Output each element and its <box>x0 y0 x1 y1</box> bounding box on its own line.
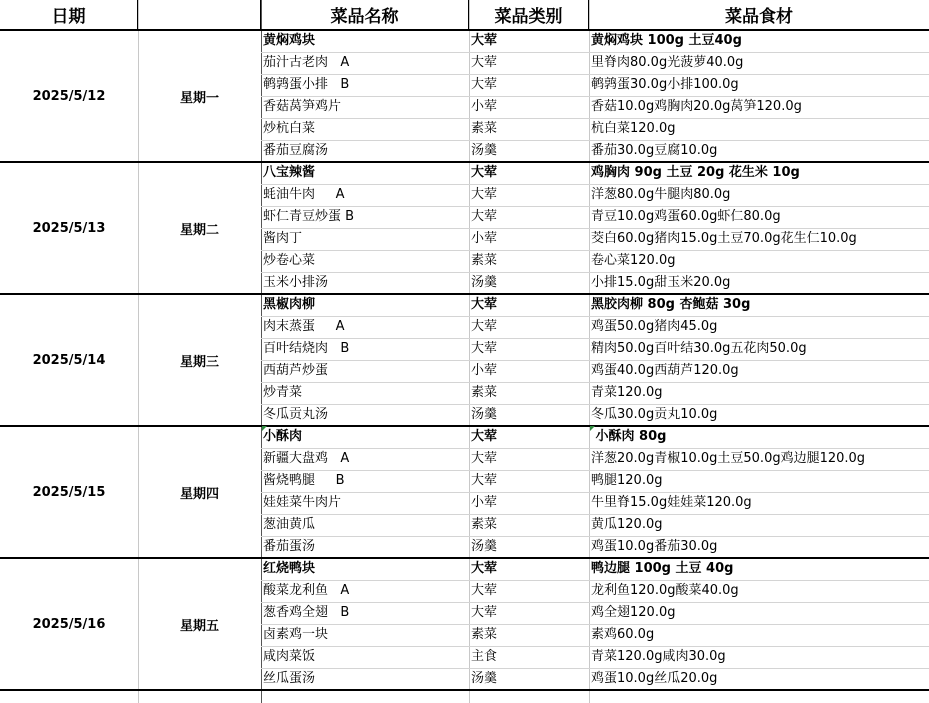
dish-category-cell: 大荤 <box>471 165 498 180</box>
dish-ingredients-cell: 精肉50.0g百叶结30.0g五花肉50.0g <box>591 341 807 356</box>
row-divider <box>261 470 929 471</box>
dish-name-cell: 娃娃菜牛肉片 <box>263 495 342 510</box>
row-divider <box>261 580 929 581</box>
row-divider <box>261 382 929 383</box>
row-divider <box>261 448 929 449</box>
row-divider <box>261 316 929 317</box>
dish-ingredients-cell: 鸡蛋40.0g西葫芦120.0g <box>591 363 739 378</box>
dish-name-cell: 红烧鸭块 <box>263 561 316 576</box>
dish-name-cell: 番茄蛋汤 <box>263 539 316 554</box>
dish-category-cell: 大荤 <box>471 55 498 70</box>
row-divider <box>261 646 929 647</box>
dish-name-cell: 炒卷心菜 <box>263 253 316 268</box>
row-divider <box>261 250 929 251</box>
dish-category-cell: 大荤 <box>471 583 498 598</box>
row-divider <box>261 74 929 75</box>
dish-ingredients-cell: 洋葱80.0g牛腿肉80.0g <box>591 187 731 202</box>
dish-name-cell: 玉米小排汤 <box>263 275 329 290</box>
dish-name-cell: 酸菜龙利鱼 A <box>263 583 350 598</box>
dish-ingredients-cell: 鸭边腿 100g 土豆 40g <box>591 561 734 576</box>
row-divider <box>261 338 929 339</box>
dish-ingredients-cell: 青豆10.0g鸡蛋60.0g虾仁80.0g <box>591 209 781 224</box>
date-cell: 2025/5/14 <box>32 352 106 368</box>
dish-ingredients-cell: 黄瓜120.0g <box>591 517 663 532</box>
row-divider <box>261 272 929 273</box>
dish-ingredients-cell: 冬瓜30.0g贡丸10.0g <box>591 407 718 422</box>
header-dish-name: 菜品名称 <box>261 0 469 29</box>
dish-ingredients-cell: 鸡全翅120.0g <box>591 605 676 620</box>
dish-ingredients-cell: 杭白菜120.0g <box>591 121 676 136</box>
dish-category-cell: 大荤 <box>471 187 498 202</box>
dish-category-cell: 素菜 <box>471 253 498 268</box>
date-cell: 2025/5/15 <box>32 484 106 500</box>
dish-ingredients-cell: 小酥肉 80g <box>591 429 667 444</box>
header-ingredients: 菜品食材 <box>725 7 793 27</box>
dish-ingredients-cell: 茭白60.0g猪肉15.0g土豆70.0g花生仁10.0g <box>591 231 857 246</box>
comment-marker <box>262 426 267 431</box>
dish-category-cell: 主食 <box>471 649 498 664</box>
dish-ingredients-cell: 洋葱20.0g青椒10.0g土豆50.0g鸡边腿120.0g <box>591 451 866 466</box>
row-divider <box>261 52 929 53</box>
column-divider <box>589 0 590 703</box>
dish-name-cell: 丝瓜蛋汤 <box>263 671 316 686</box>
column-divider <box>469 0 470 703</box>
weekday-cell: 星期一 <box>179 90 219 106</box>
weekday-cell: 星期五 <box>179 618 219 634</box>
dish-name-cell: 酱肉丁 <box>263 231 303 246</box>
weekday-cell: 星期三 <box>179 354 219 370</box>
dish-category-cell: 大荤 <box>471 605 498 620</box>
row-divider <box>261 514 929 515</box>
dish-ingredients-cell: 鸭腿120.0g <box>591 473 663 488</box>
dish-category-cell: 汤羹 <box>471 539 498 554</box>
dish-category-cell: 汤羹 <box>471 407 498 422</box>
row-divider <box>261 184 929 185</box>
dish-name-cell: 卤素鸡一块 <box>263 627 329 642</box>
dish-ingredients-cell: 卷心菜120.0g <box>591 253 676 268</box>
dish-name-cell: 葱香鸡全翅 B <box>263 605 350 620</box>
dish-category-cell: 小荤 <box>471 363 498 378</box>
dish-category-cell: 素菜 <box>471 121 498 136</box>
date-cell: 2025/5/13 <box>32 220 106 236</box>
dish-name-cell: 西葫芦炒蛋 <box>263 363 329 378</box>
dish-name-cell: 冬瓜贡丸汤 <box>263 407 329 422</box>
dish-category-cell: 大荤 <box>471 451 498 466</box>
dish-ingredients-cell: 鸡胸肉 90g 土豆 20g 花生米 10g <box>591 165 800 180</box>
dish-name-cell: 茄汁古老肉 A <box>263 55 350 70</box>
row-divider <box>261 96 929 97</box>
dish-category-cell: 大荤 <box>471 297 498 312</box>
dish-ingredients-cell: 番茄30.0g豆腐10.0g <box>591 143 718 158</box>
dish-name-cell: 八宝辣酱 <box>263 165 316 180</box>
dish-category-cell: 大荤 <box>471 77 498 92</box>
dish-category-cell: 大荤 <box>471 33 498 48</box>
date-cell: 2025/5/16 <box>32 616 106 632</box>
dish-name-cell: 肉末蒸蛋 A <box>263 319 345 334</box>
dish-name-cell: 酱烧鸭腿 B <box>263 473 345 488</box>
dish-name-cell: 炒青菜 <box>263 385 303 400</box>
dish-name-cell: 蚝油牛肉 A <box>263 187 345 202</box>
date-cell: 2025/5/12 <box>32 88 106 104</box>
day-group-border <box>0 689 929 691</box>
row-divider <box>261 602 929 603</box>
dish-ingredients-cell: 鹌鹑蛋30.0g小排100.0g <box>591 77 739 92</box>
dish-name-cell: 葱油黄瓜 <box>263 517 316 532</box>
dish-name-cell: 虾仁青豆炒蛋 B <box>263 209 355 224</box>
dish-category-cell: 大荤 <box>471 341 498 356</box>
dish-name-cell: 番茄豆腐汤 <box>263 143 329 158</box>
dish-ingredients-cell: 黄焖鸡块 100g 土豆40g <box>591 33 742 48</box>
row-divider <box>261 118 929 119</box>
dish-category-cell: 大荤 <box>471 319 498 334</box>
row-divider <box>261 624 929 625</box>
dish-category-cell: 大荤 <box>471 209 498 224</box>
dish-name-cell: 炒杭白菜 <box>263 121 316 136</box>
comment-marker <box>590 426 595 431</box>
dish-category-cell: 素菜 <box>471 385 498 400</box>
row-divider <box>261 536 929 537</box>
dish-name-cell: 黑椒肉柳 <box>263 297 316 312</box>
dish-category-cell: 汤羹 <box>471 143 498 158</box>
dish-ingredients-cell: 黑胶肉柳 80g 杏鲍菇 30g <box>591 297 751 312</box>
dish-category-cell: 小荤 <box>471 231 498 246</box>
dish-category-cell: 大荤 <box>471 473 498 488</box>
row-divider <box>261 206 929 207</box>
dish-ingredients-cell: 鸡蛋10.0g番茄30.0g <box>591 539 718 554</box>
dish-ingredients-cell: 牛里脊15.0g娃娃菜120.0g <box>591 495 752 510</box>
header-weekday <box>138 0 261 29</box>
dish-name-cell: 黄焖鸡块 <box>263 33 316 48</box>
dish-name-cell: 鹌鹑蛋小排 B <box>263 77 350 92</box>
dish-category-cell: 小荤 <box>471 99 498 114</box>
dish-ingredients-cell: 小排15.0g甜玉米20.0g <box>591 275 731 290</box>
dish-name-cell: 香菇莴笋鸡片 <box>263 99 342 114</box>
dish-category-cell: 素菜 <box>471 517 498 532</box>
dish-category-cell: 大荤 <box>471 561 498 576</box>
dish-ingredients-cell: 里脊肉80.0g光菠萝40.0g <box>591 55 744 70</box>
dish-ingredients-cell: 鸡蛋50.0g猪肉45.0g <box>591 319 718 334</box>
row-divider <box>261 492 929 493</box>
row-divider <box>261 360 929 361</box>
weekday-cell: 星期二 <box>179 222 219 238</box>
dish-ingredients-cell: 龙利鱼120.0g酸菜40.0g <box>591 583 739 598</box>
dish-category-cell: 素菜 <box>471 627 498 642</box>
row-divider <box>261 228 929 229</box>
dish-name-cell: 小酥肉 <box>263 429 303 444</box>
dish-category-cell: 汤羹 <box>471 671 498 686</box>
row-divider <box>261 668 929 669</box>
dish-ingredients-cell: 素鸡60.0g <box>591 627 655 642</box>
weekday-cell: 星期四 <box>179 486 219 502</box>
row-divider <box>261 404 929 405</box>
dish-ingredients-cell: 鸡蛋10.0g丝瓜20.0g <box>591 671 718 686</box>
dish-name-cell: 新疆大盘鸡 A <box>263 451 350 466</box>
dish-name-cell: 百叶结烧肉 B <box>263 341 350 356</box>
dish-ingredients-cell: 香菇10.0g鸡胸肉20.0g莴笋120.0g <box>591 99 802 114</box>
dish-name-cell: 咸肉菜饭 <box>263 649 316 664</box>
row-divider <box>261 140 929 141</box>
dish-ingredients-cell: 青菜120.0g咸肉30.0g <box>591 649 726 664</box>
header-date: 日期 <box>0 0 138 29</box>
dish-category-cell: 小荤 <box>471 495 498 510</box>
dish-category-cell: 大荤 <box>471 429 498 444</box>
dish-ingredients-cell: 青菜120.0g <box>591 385 663 400</box>
column-divider <box>261 0 262 703</box>
dish-category-cell: 汤羹 <box>471 275 498 290</box>
header-category: 菜品类别 <box>469 0 589 29</box>
